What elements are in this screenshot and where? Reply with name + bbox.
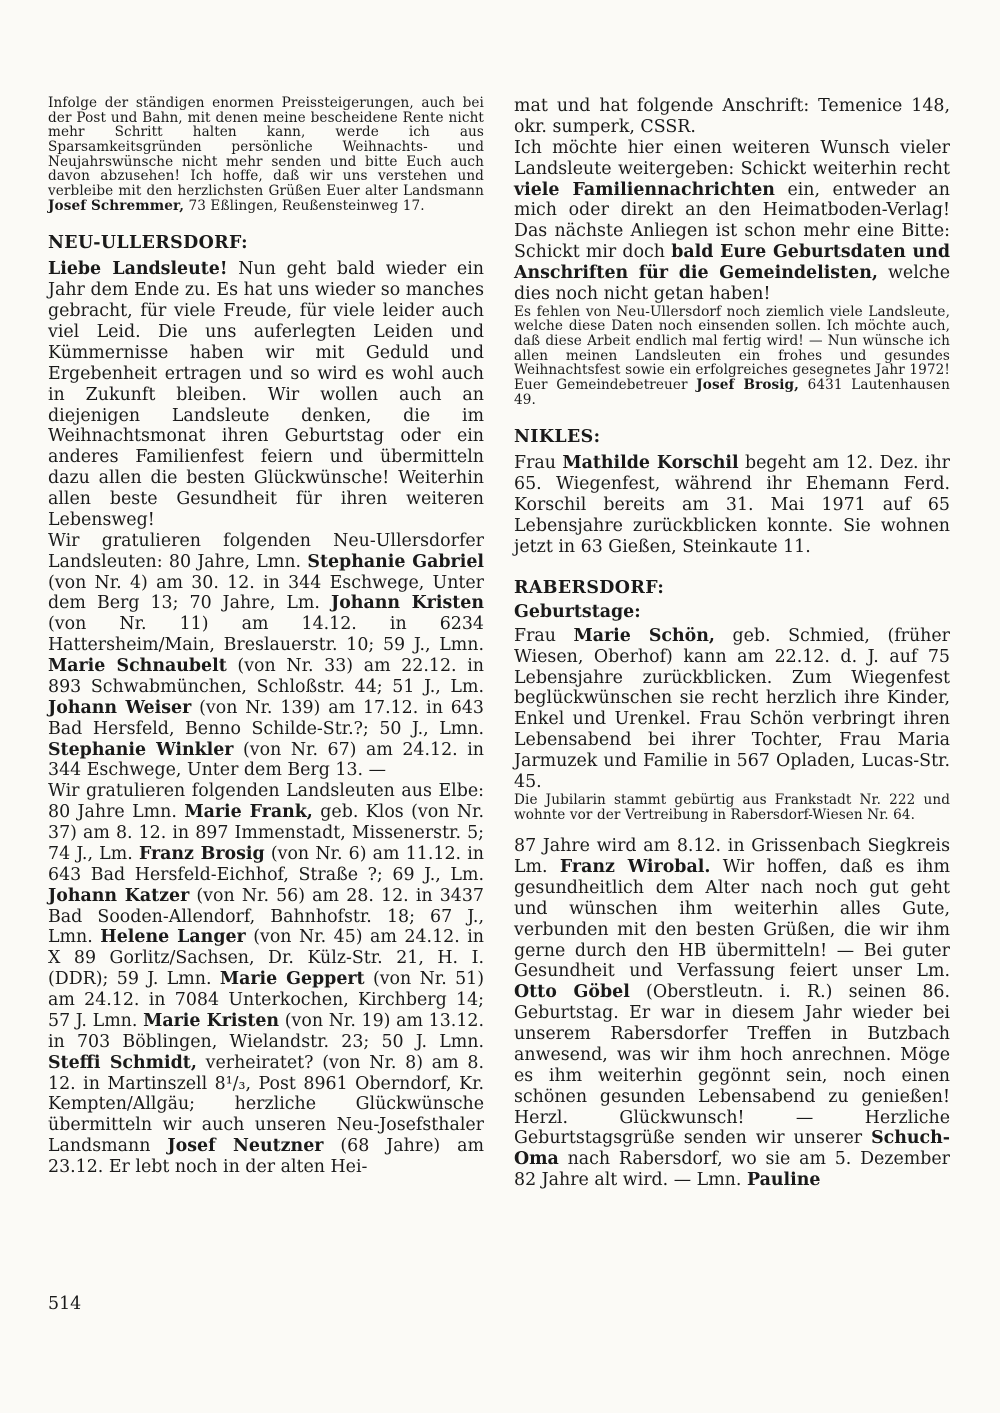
section-heading-neu-ullersdorf: NEU-ULLERSDORF: <box>48 233 248 254</box>
request-paragraph: Ich möchte hier einen weiteren Wunsch vieler Landsleute weitergeben: Schickt weiterhin recht viele Familiennachrichten ein, entweder an mich oder direkt an den Heimatboden-Verlag! Das nächste Anliegen ist schon mehr eine Bitte: Schickt mir doch bald Eure Geburtsdaten und Anschriften für die Gemeindelisten, welche dies noch nicht getan haben! <box>514 137 951 304</box>
rabersdorf-paragraph-2: 87 Jahre wird am 8.12. in Grissenbach Siegkreis Lm. Franz Wirobal. Wir hoffen, daß es ihm gesundheitlich dem Alter nach noch gut geht und wünschen ihm weiterhin alles Gute, verbunden mit den besten Grüßen, die wir ihm gerne durch den HB übermitteln! — Bei guter Gesundheit und Verfassung feiert unser Lm. Otto Göbel (Oberstleutn. i. R.) seinen 86. Geburtstag. Er war in diesem Jahr wieder bei unserem Rabersdorfer Treffen in Butzbach anwesend, was wir ihm hoch anrechnen. Möge es ihm weiterhin gegönnt sein, noch einen schönen gesunden Lebensabend zu genießen! Herzl. Glückwunsch! — Herzliche Geburtstagsgrüße senden wir unserer Schuch-Oma nach Rabersdorf, wo sie am 5. Dezember 82 Jahre alt wird. — Lmn. Pauline <box>514 836 950 1191</box>
subheading-geburtstage: Geburtstage: <box>514 601 641 622</box>
section-heading-nikles: NIKLES: <box>514 427 601 448</box>
continuation-paragraph: mat und hat folgende Anschrift: Temenice 148, okr. sumperk, CSSR. <box>514 96 950 137</box>
intro-paragraph: Infolge der ständigen enormen Preissteigerungen, auch bei der Post und Bahn, mit denen meine bescheidene Rente nicht mehr Schritt halten kann, werde ich aus Sparsamkeitsgründen persönliche Weihnachts- und Neujahrswünsche nicht mehr senden und bitte Euch auch davon abzusehen! Ich hoffe, daß wir uns verstehen und verbleibe mit den herzlichsten Grüßen Euer alter Landsmann Josef Schremmer, 73 Eßlingen, Reußensteinweg 17. <box>48 95 484 214</box>
jubilarin-note: Die Jubilarin stammt gebürtig aus Frankstadt Nr. 222 und wohnte vor der Vertreibung in Rabersdorf-Wiesen Nr. 64. <box>514 791 950 823</box>
nikles-paragraph: Frau Mathilde Korschil begeht am 12. Dez. ihr 65. Wiegenfest, während ihr Ehemann Ferd. Korschil bereits am 31. Mai 1971 auf 65 Lebensjahre zurückblicken konnte. Sie wohnen jetzt in 63 Gießen, Steinkaute 11. <box>514 453 950 557</box>
neu-ullersdorf-paragraph-1: Liebe Landsleute! Nun geht bald wieder ein Jahr dem Ende zu. Es hat uns wieder so manches gebracht, für viele Freude, für viele leider auch viel Leid. Die uns auferlegten Leiden und Kümmernisse haben wir mit Geduld und Ergebenheit ertragen und so wird es wohl auch in Zukunft bleiben. Wir wollen auch an diejenigen Landsleute denken, die im Weihnachtsmonat ihren Geburtstag oder ein anderes Familienfest feiern und übermitteln dazu allen die besten Glückwünsche! Weiterhin allen beste Gesundheit für ihren weiteren Lebensweg! <box>48 259 484 530</box>
closing-note: Es fehlen von Neu-Ullersdorf noch ziemlich viele Landsleute, welche diese Daten noch einsenden sollen. Ich möchte auch, daß diese Arbeit endlich mal fertig wird! — Nun wünsche ich allen meinen Landsleuten ein frohes und gesundes Weihnachtsfest sowie ein erfolgreiches gesegnetes Jahr 1972! Euer Gemeindebetreuer Josef Brosig, 6431 Lautenhausen 49. <box>514 303 950 408</box>
neu-ullersdorf-paragraph-2: Wir gratulieren folgenden Neu-Ullersdorfer Landsleuten: 80 Jahre, Lmn. Stephanie Gabriel (von Nr. 4) am 30. 12. in 344 Eschwege, Unter dem Berg 13; 70 Jahre, Lm. Johann Kristen (von Nr. 11) am 14.12. in 6234 Hattersheim/Main, Breslauerstr. 10; 59 J., Lmn. Marie Schnaubelt (von Nr. 33) am 22.12. in 893 Schwabmünchen, Schloßstr. 44; 51 J., Lm. Johann Weiser (von Nr. 139) am 17.12. in 643 Bad Hersfeld, Benno Schilde-Str.?; 50 J., Lmn. Stephanie Winkler (von Nr. 67) am 24.12. in 344 Eschwege, Unter dem Berg 13. — <box>48 530 484 781</box>
section-heading-rabersdorf: RABERSDORF: <box>514 577 665 598</box>
right-column <box>514 96 950 1191</box>
rabersdorf-paragraph-1: Frau Marie Schön, geb. Schmied, (früher Wiesen, Oberhof) kann am 22.12. d. J. auf 75 Lebensjahre zurückblicken. Zum Wiegenfest beglückwünschen sie recht herzlich ihre Kinder, Enkel und Urenkel. Frau Schön verbringt ihren Lebensabend bei ihrer Tochter, Frau Maria Jarmuzek und Familie in 567 Opladen, Lucas-Str. 45. <box>514 625 950 792</box>
page-number: 514 <box>48 1294 82 1314</box>
neu-ullersdorf-paragraph-3: Wir gratulieren folgenden Landsleuten aus Elbe: 80 Jahre Lmn. Marie Frank, geb. Klos (von Nr. 37) am 8. 12. in 897 Immenstadt, Missenerstr. 5; 74 J., Lm. Franz Brosig (von Nr. 6) am 11.12. in 643 Bad Hersfeld-Eichhof, Straße ?; 69 J., Lm. Johann Katzer (von Nr. 56) am 28. 12. in 3437 Bad Sooden-Allendorf, Bahnhofstr. 18; 67 J., Lmn. Helene Langer (von Nr. 45) am 24.12. in X 89 Gorlitz/Sachsen, Dr. Külz-Str. 21, H. I. (DDR); 59 J. Lmn. Marie Geppert (von Nr. 51) am 24.12. in 7084 Unterkochen, Kirchberg 14; 57 J. Lmn. Marie Kristen (von Nr. 19) am 13.12. in 703 Böblingen, Wielandstr. 23; 50 J. Lmn. Steffi Schmidt, verheiratet? (von Nr. 8) am 8. 12. in Martinszell 8¹/₃, Post 8961 Oberndorf, Kr. Kempten/Allgäu; herzliche Glückwünsche übermitteln wir auch unseren Neu-Josefsthaler Landsmann Josef Neutzner (68 Jahre) am 23.12. Er lebt noch in der alten Hei- <box>48 781 485 1177</box>
left-column <box>48 96 484 1178</box>
